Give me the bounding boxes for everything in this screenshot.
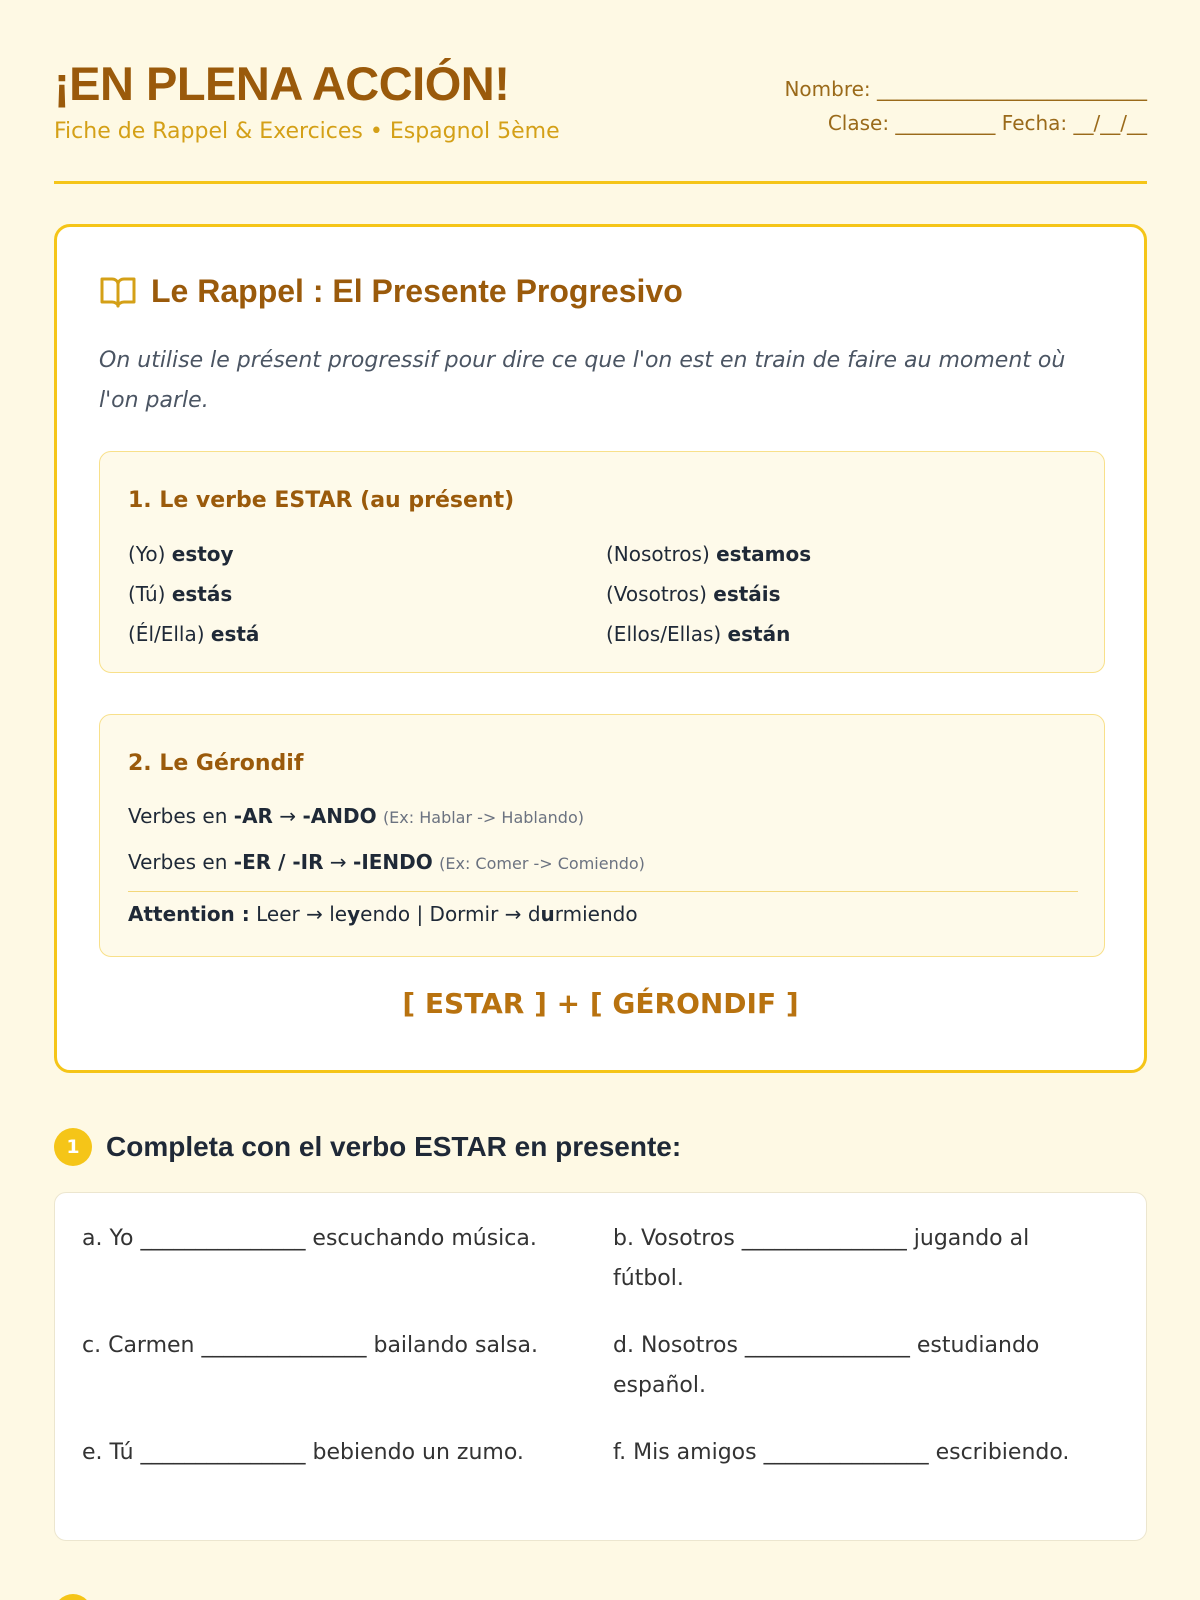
- gerondif-rule-er-ir: Verbes en -ER / -IR → -IENDO (Ex: Comer -> Comiendo): [128, 850, 645, 874]
- gerondif-attention: Attention : Leer → leyendo | Dormir → durmiendo: [128, 902, 638, 926]
- estar-conjugation-table: [128, 534, 1088, 654]
- conjugation-ellos-ellas: (Ellos/Ellas) están: [606, 622, 791, 646]
- exercise-item[interactable]: b. Vosotros _______________ jugando al fútbol.: [613, 1226, 1030, 1291]
- worksheet-page: [54, 0, 1147, 1465]
- exercise1-title: Completa con el verbo ESTAR en presente:: [106, 1131, 682, 1162]
- worksheet-header: [54, 0, 1147, 184]
- gerondif-box: [99, 714, 1105, 957]
- next-exercise-badge: [54, 1594, 92, 1600]
- conjugation-yo: (Yo) estoy: [128, 542, 234, 566]
- student-fields: [727, 72, 1147, 140]
- book-open-icon: [99, 275, 137, 309]
- exercise-item[interactable]: a. Yo _______________ escuchando música.: [82, 1226, 537, 1251]
- exercise-item[interactable]: e. Tú _______________ bebiendo un zumo.: [82, 1440, 524, 1465]
- rappel-heading: [99, 273, 683, 310]
- gerondif-rules: [128, 793, 1078, 936]
- estar-box: [99, 451, 1105, 673]
- exercise1-items: [82, 1219, 1102, 1540]
- rappel-card: [54, 224, 1147, 1073]
- conjugation-el-ella: (Él/Ella) está: [128, 622, 260, 646]
- class-date-field: Clase: __________ Fecha: __/__/__: [827, 111, 1147, 135]
- estar-heading: 1. Le verbe ESTAR (au présent): [128, 488, 515, 513]
- exercise1-card: [54, 1192, 1147, 1541]
- exercise-item[interactable]: d. Nosotros _______________ estudiando español.: [613, 1333, 1040, 1398]
- exercise-item[interactable]: f. Mis amigos _______________ escribiendo.: [613, 1440, 1070, 1465]
- name-field: Nombre: ___________________________: [784, 77, 1147, 101]
- conjugation-vosotros: (Vosotros) estáis: [606, 582, 781, 606]
- exercise1-heading: [54, 1128, 681, 1166]
- worksheet-subtitle: Fiche de Rappel & Exercices • Espagnol 5ème: [54, 119, 560, 144]
- exercise-item[interactable]: c. Carmen _______________ bailando salsa.: [82, 1333, 538, 1358]
- rappel-title: Le Rappel : El Presente Progresivo: [151, 273, 683, 309]
- worksheet-title: ¡EN PLENA ACCIÓN!: [54, 57, 510, 110]
- gerondif-heading: 2. Le Gérondif: [128, 751, 304, 776]
- conjugation-tu: (Tú) estás: [128, 582, 233, 606]
- rappel-intro: On utilise le présent progressif pour dire ce que l'on est en train de faire au moment où l'on parle.: [99, 348, 1066, 413]
- gerondif-rule-ar: Verbes en -AR → -ANDO (Ex: Hablar -> Hablando): [128, 804, 584, 828]
- exercise-number-badge: 1: [54, 1128, 92, 1166]
- formula: [ ESTAR ] + [ GÉRONDIF ]: [402, 987, 799, 1020]
- conjugation-nosotros: (Nosotros) estamos: [606, 542, 812, 566]
